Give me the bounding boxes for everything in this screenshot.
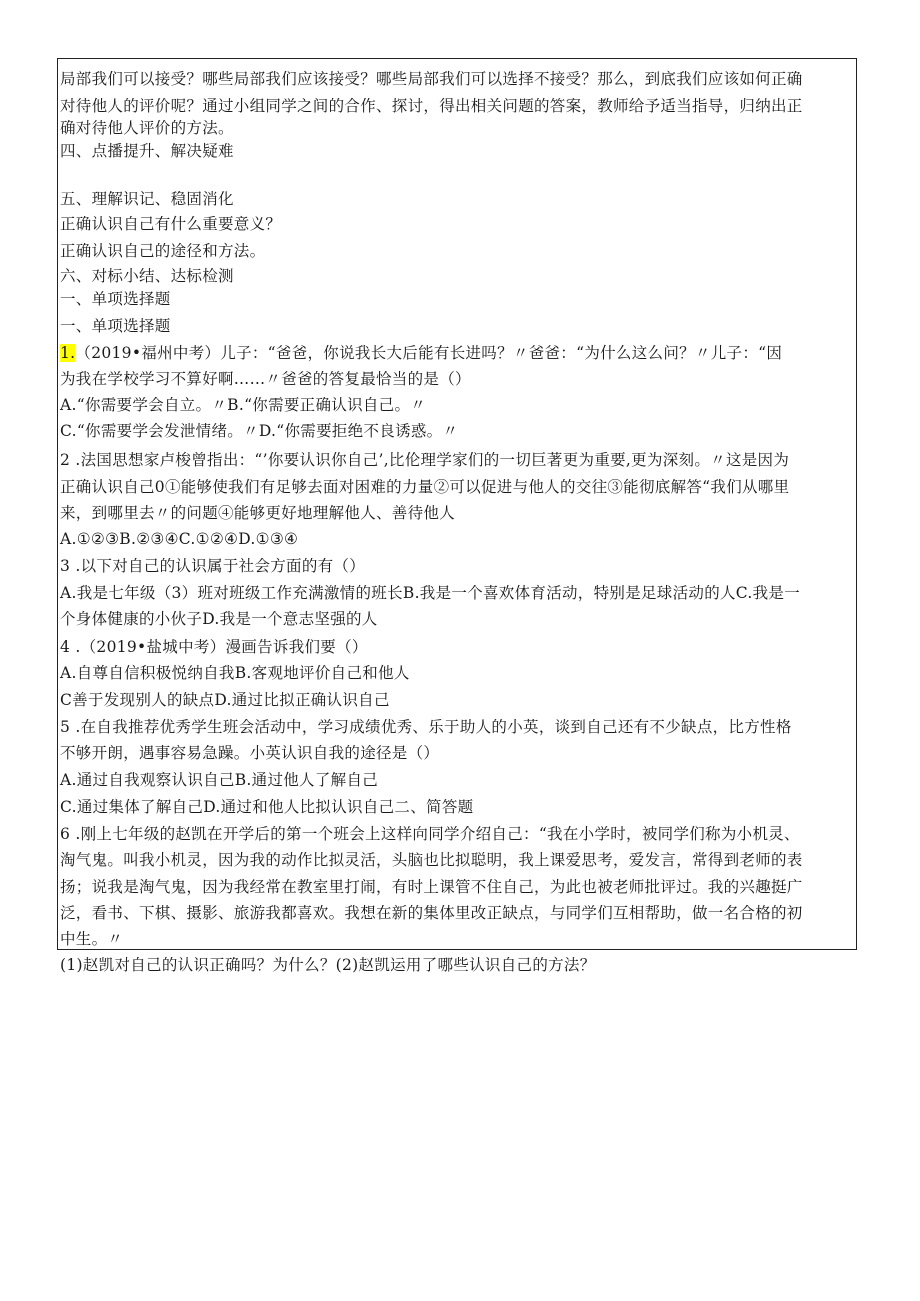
text-line: 不够开朗，遇事容易急躁。小英认识自我的途径是（）	[60, 744, 440, 762]
question-1-text: （2019•福州中考）儿子：“爸爸，你说我长大后能有长进吗？〃爸爸：“为什么这么问？〃儿子：“因	[75, 344, 783, 362]
question-1-line	[60, 342, 782, 364]
text-line: 正确认识自己有什么重要意义？	[60, 215, 282, 233]
option-line: 个身体健康的小伙子D.我是一个意志坚强的人	[60, 610, 378, 628]
text-line: 3 .以下对自己的认识属于社会方面的有（）	[60, 557, 366, 575]
text-line: 确对待他人评价的方法。	[60, 119, 234, 137]
text-line: 局部我们可以接受？哪些局部我们应该接受？哪些局部我们可以选择不接受？那么，到底我们应该如何正确	[60, 70, 803, 88]
section-heading: 六、对标小结、达标检测	[60, 267, 234, 285]
section-heading: 四、点播提升、解决疑难	[60, 142, 234, 160]
text-line: 为我在学校学习不算好啊……〃爸爸的答复最恰当的是（）	[60, 370, 471, 388]
text-line: 对待他人的评价呢？通过小组同学之间的合作、探讨，得出相关问题的答案，教师给予适当指导，归纳出正	[60, 97, 803, 115]
text-line: 6 .刚上七年级的赵凯在开学后的第一个班会上这样向同学介绍自己：“我在小学时，被同学们称为小机灵、	[60, 825, 800, 843]
text-line: 正确认识自己的途径和方法。	[60, 242, 266, 260]
text-line: 5 .在自我推荐优秀学生班会活动中，学习成绩优秀、乐于助人的小英，谈到自己还有不少缺点，比方性格	[60, 718, 792, 736]
option-line: A.我是七年级（3）班对班级工作充满激情的班长B.我是一个喜欢体育活动，特别是足球活动的人C.我是一	[60, 584, 801, 602]
option-line: C.通过集体了解自己D.通过和他人比拟认识自己二、简答题	[60, 798, 474, 816]
text-line: 中生。〃	[60, 930, 124, 948]
text-line: 来，到哪里去〃的问题④能够更好地理解他人、善待他人	[60, 504, 456, 522]
option-line: A.①②③B.②③④C.①②④D.①③④	[60, 530, 299, 548]
text-line: 淘气鬼。叫我小机灵，因为我的动作比拟灵活，头脑也比拟聪明，我上课爱思考，爱发言，常得到老师的表	[60, 851, 803, 869]
text-line: 扬；说我是淘气鬼，因为我经常在教室里打闹，有时上课管不住自己，为此也被老师批评过。我的兴趣挺广	[60, 878, 803, 896]
short-answer-prompt: (1)赵凯对自己的认识正确吗？为什么？(2)赵凯运用了哪些认识自己的方法？	[60, 956, 596, 974]
option-line: A.自尊自信积极悦纳自我B.客观地评价自己和他人	[60, 664, 410, 682]
option-line: A.通过自我观察认识自己B.通过他人了解自己	[60, 771, 379, 789]
question-number-highlight: 1.	[60, 344, 76, 362]
section-heading: 一、单项选择题	[60, 290, 171, 308]
section-heading: 五、理解识记、稳固消化	[60, 190, 234, 208]
text-line: 正确认识自己0①能够使我们有足够去面对困难的力量②可以促进与他人的交往③能彻底解答“我们从哪里	[60, 478, 790, 496]
section-heading: 一、单项选择题	[60, 317, 171, 335]
text-line: 泛，看书、下棋、摄影、旅游我都喜欢。我想在新的集体里改正缺点，与同学们互相帮助，做一名合格的初	[60, 904, 803, 922]
text-line: 2 .法国思想家卢梭曾指出：“’你要认识你自己’,比伦理学家们的一切巨著更为重要,更为深刻。〃这是因为	[60, 451, 790, 469]
option-line: A.“你需要学会自立。〃B.“你需要正确认识自己。〃	[60, 396, 427, 414]
text-line: 4 .（2019•盐城中考）漫画告诉我们要（）	[60, 638, 368, 656]
option-line: C.“你需要学会发泄情绪。〃D.“你需要拒绝不良诱惑。〃	[60, 422, 459, 440]
option-line: C善于发现别人的缺点D.通过比拟正确认识自己	[60, 691, 390, 709]
